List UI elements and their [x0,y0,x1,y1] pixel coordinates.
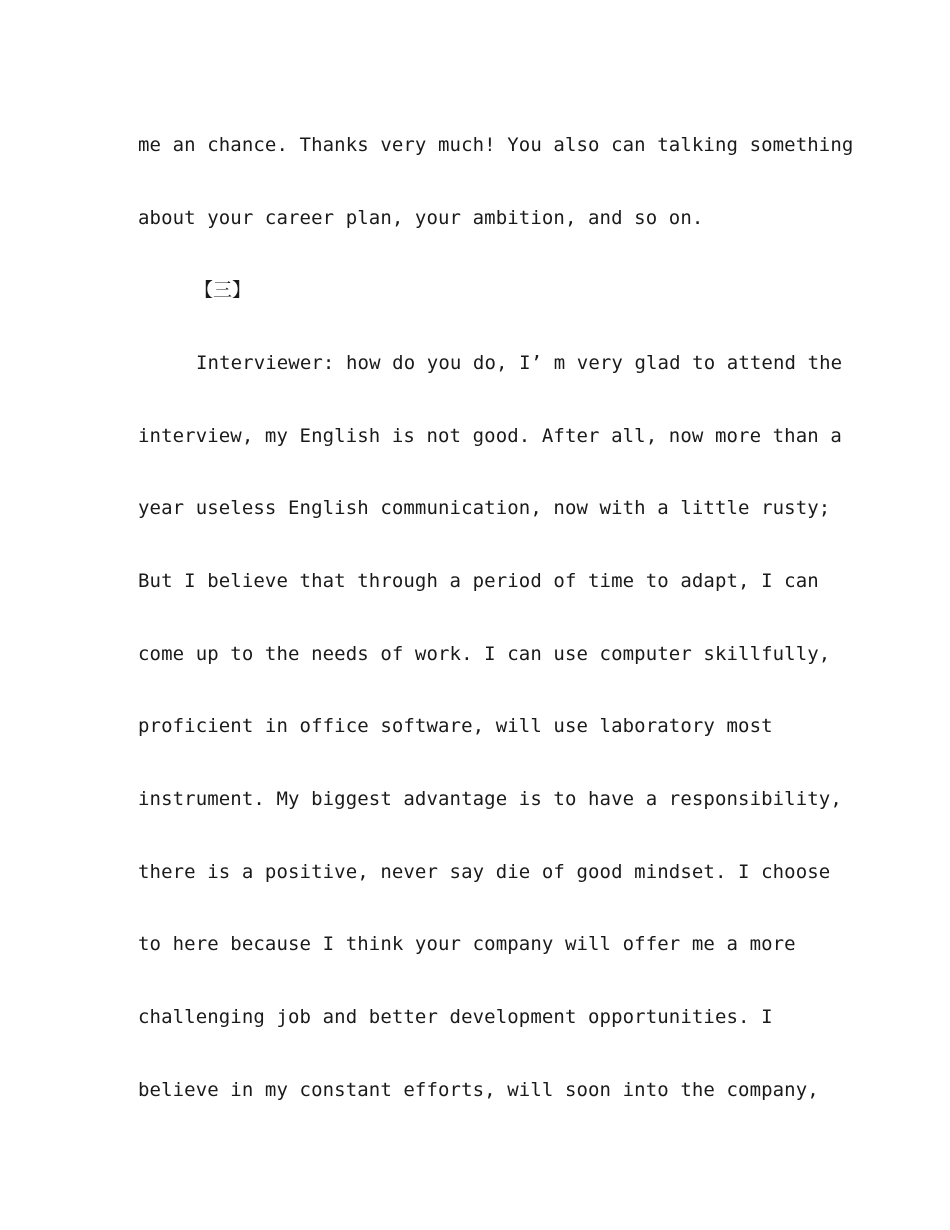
section-heading: 【三】 [194,279,252,301]
text-line: about your career plan, your ambition, and so on. [138,207,704,229]
text-line: believe in my constant efforts, will soon into the company, [138,1079,819,1101]
text-line: interview, my English is not good. After all, now more than a [138,425,842,447]
text-line: me an chance. Thanks very much! You also can talking something [138,134,854,156]
text-line: challenging job and better development opportunities. I [138,1006,773,1028]
paragraph-first-line: Interviewer: how do you do, I’ m very glad to attend the [196,352,843,374]
text-line: proficient in office software, will use laboratory most [138,715,773,737]
text-line: instrument. My biggest advantage is to have a responsibility, [138,788,842,810]
text-line: come up to the needs of work. I can use computer skillfully, [138,643,831,665]
text-line: to here because I think your company will offer me a more [138,933,796,955]
text-line: there is a positive, never say die of good mindset. I choose [138,861,831,883]
text-line: But I believe that through a period of time to adapt, I can [138,570,819,592]
text-line: year useless English communication, now with a little rusty; [138,497,831,519]
